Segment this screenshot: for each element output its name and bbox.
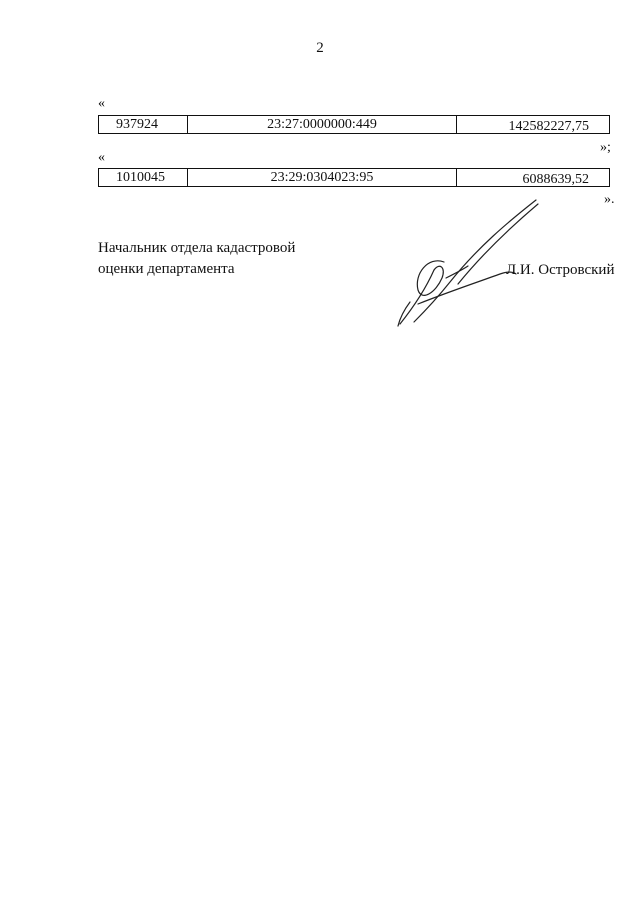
cadastral-number: 23:29:0304023:95	[188, 169, 457, 186]
signer-position-line1: Начальник отдела кадастровой	[98, 240, 296, 256]
page-number: 2	[316, 40, 324, 56]
object-number: 937924	[99, 116, 188, 133]
cadastral-value: 6088639,52	[522, 172, 589, 187]
cadastral-value: 142582227,75	[508, 119, 589, 134]
open-quote: «	[98, 96, 105, 111]
close-quote: ».	[604, 192, 615, 207]
open-quote: «	[98, 150, 105, 165]
signer-position-line2: оценки департамента	[98, 261, 235, 277]
object-number: 1010045	[99, 169, 188, 186]
cadastral-number: 23:27:0000000:449	[188, 116, 457, 133]
close-quote: »;	[600, 140, 611, 155]
table-row	[98, 115, 610, 134]
signer-name: Л.И. Островский	[506, 262, 615, 278]
signer-position	[98, 238, 295, 280]
table-row	[98, 168, 610, 187]
